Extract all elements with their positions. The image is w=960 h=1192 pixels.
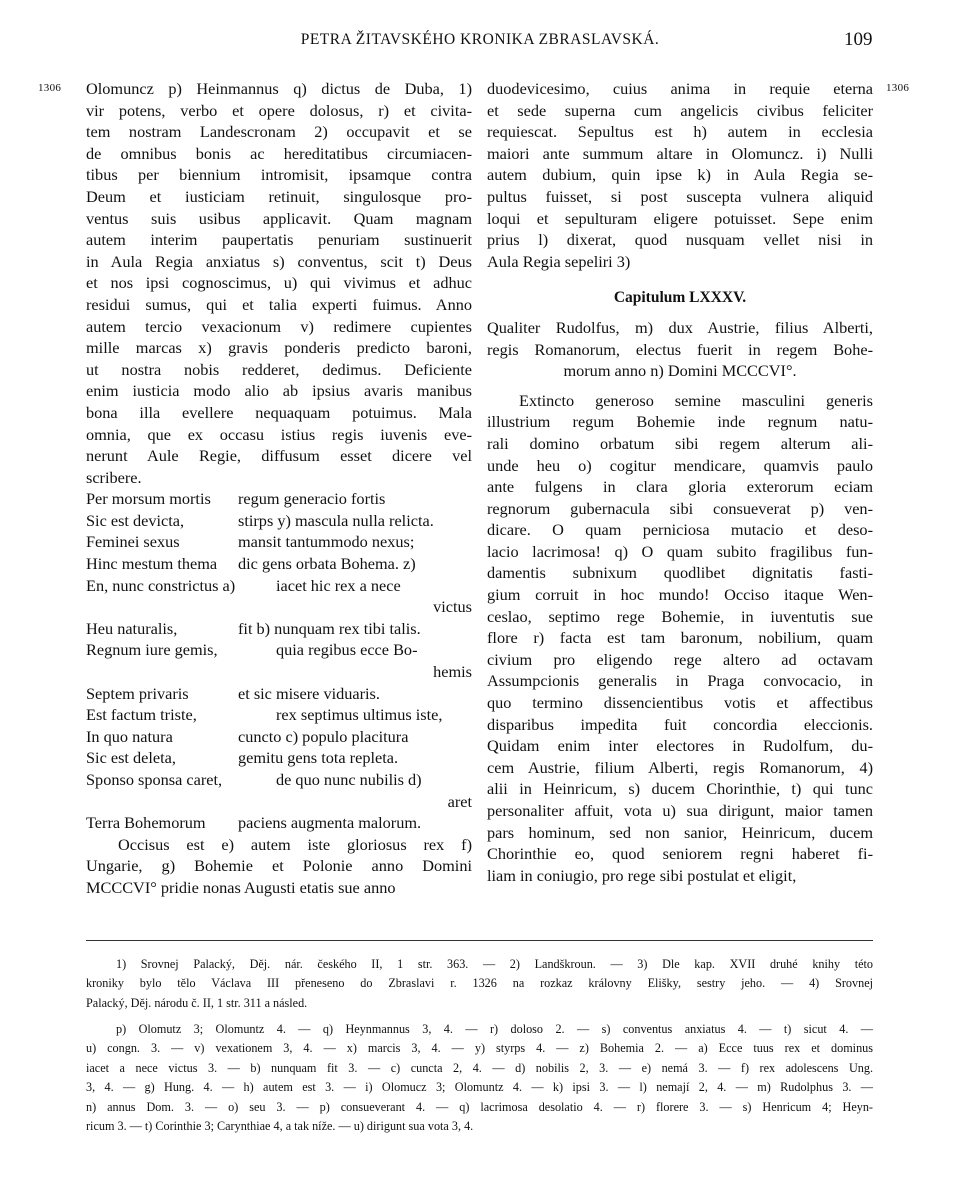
text-line: ut nostra nobis redderet, dedimus. Deficiente: [86, 359, 472, 379]
verse-second-half: iacet hic rex a nece: [276, 575, 401, 595]
variant-line: n) annus Dom. 3. — o) seu 3. — p) consueverant 4. — q) lacrimosa desolatio 4. — r) florere 3. — s) Henricum 4; Heyn-: [86, 1099, 873, 1114]
text-line: Assumpcionis generalis in Praga convocacio, in: [487, 671, 873, 691]
verse-second-half: regum generacio fortis: [238, 489, 386, 509]
text-line: lacio lacrimosa! q) O quam subito fragilibus fun-: [487, 541, 873, 561]
text-line: unde heu o) cogitur mendicare, quamvis paulo: [487, 455, 873, 475]
footnote-line: 1) Srovnej Palacký, Děj. nár. českého II, 1 str. 363. — 2) Landškroun. — 3) Dle kap. XVII druhé knihy této: [116, 957, 873, 971]
verse-first-half: In quo natura: [86, 726, 173, 746]
chapter-heading: Capitulum LXXXV.: [613, 289, 747, 307]
text-line: requiescat. Sepultus est h) autem in ecclesia: [487, 122, 873, 142]
verse-first-half: En, nunc constrictus a): [86, 575, 236, 595]
text-line: ventus suis usibus applicavit. Quam magnam: [86, 208, 472, 228]
footnote-line: kroniky bylo tělo Václava III přeneseno do Zbraslavi r. 1326 na rozkaz královny Elišky, sestry jeho. — 4) Srovnej: [86, 976, 873, 991]
variant-line: iacet a nece victus 3. — b) nunquam fit 3. — c) cuncta 2, 4. — d) nobilis 2, 3. — e) nemá 3. — f) rex adolescens Ung.: [86, 1060, 873, 1075]
text-line: tibus per biennium intromisit, ipsamque contra: [86, 165, 472, 185]
verse-line: [86, 596, 472, 618]
verse-line: [86, 726, 472, 748]
verse-continuation: hemis: [433, 662, 472, 682]
verse-second-half: cuncto c) populo placitura: [238, 726, 409, 746]
verse-second-half: rex septimus ultimus iste,: [276, 705, 443, 725]
text-line: autem dubium, quin ipse k) in Aula Regia se-: [487, 165, 873, 185]
variant-line: p) Olomutz 3; Olomuntz 4. — q) Heynmannus 3, 4. — r) doloso 2. — s) conventus anxiatus 4. — t) sicut 4. —: [116, 1022, 873, 1036]
text-line: in Aula Regia anxiatus s) conventus, scit t) Deus: [86, 251, 472, 271]
verse-line: [86, 769, 472, 791]
verse-first-half: Terra Bohemorum: [86, 813, 206, 833]
verse-line: [86, 747, 472, 769]
verse-line: [86, 791, 472, 813]
footnote-rule: [86, 940, 873, 941]
verse-second-half: mansit tantummodo nexus;: [238, 532, 415, 552]
text-line: prius l) dixerat, quod nusquam vellet nisi in: [487, 230, 873, 250]
verse-first-half: Sic est deleta,: [86, 748, 176, 768]
text-line: autem interim paupertatis penuriam sustinuerit: [86, 230, 472, 250]
verse-line: [86, 553, 472, 575]
verse-line: [86, 531, 472, 553]
verse-first-half: Feminei sexus: [86, 532, 180, 552]
text-line: rali domino orbatum sibi regem alterum ali-: [487, 433, 873, 453]
left-column: [86, 78, 472, 899]
text-line: Extincto generoso semine masculini generis: [519, 390, 873, 410]
verse-continuation: aret: [447, 791, 472, 811]
text-line: et nos ipsi cognoscimus, u) qui vivimus et adhuc: [86, 273, 472, 293]
verse-first-half: Septem privaris: [86, 683, 189, 703]
verse-second-half: quia regibus ecce Bo-: [276, 640, 418, 660]
text-line: pultus fuisset, si post suscepta vulnera aliquid: [487, 186, 873, 206]
text-line: ceslao, septimo rege Bohemie, in iuventutis sue: [487, 606, 873, 626]
verse-second-half: paciens augmenta malorum.: [238, 813, 422, 833]
verse-continuation: victus: [433, 597, 472, 617]
verse-line: [86, 618, 472, 640]
text-line: duodevicesimo, cuius anima in requie eterna: [487, 79, 873, 98]
verse-line: [86, 510, 472, 532]
verse-line: [86, 575, 472, 597]
chapter-title-line: regis Romanorum, electus fuerit in regem Bohe-: [487, 339, 873, 359]
text-line: enim iusticia modo alio ab ipsius avaris manibus: [86, 381, 472, 401]
text-line: quo termino dissencientibus votis et affectibus: [487, 693, 873, 713]
verse-first-half: Regnum iure gemis,: [86, 640, 218, 660]
text-line: ante fulgens in clara gloria exterorum eciam: [487, 477, 873, 497]
footnote-line: Palacký, Děj. národu č. II, 1 str. 311 a násled.: [86, 995, 308, 1010]
numbered-footnotes: [86, 955, 873, 1013]
chapter-title-line: Qualiter Rudolfus, m) dux Austrie, filius Alberti,: [487, 317, 873, 337]
text-line: regnorum gubernacula sibi consueverat p) ven-: [487, 498, 873, 518]
verse-line: [86, 639, 472, 661]
text-line: civium pro eligendo rege altero ad octavam: [487, 649, 873, 669]
verse-first-half: Per morsum mortis: [86, 489, 211, 509]
verse-first-half: Sic est devicta,: [86, 510, 185, 530]
paragraph-spacer: [487, 272, 873, 287]
text-line: flore r) facta est tam baronum, nobilium, quam: [487, 628, 873, 648]
verse-line: [86, 661, 472, 683]
verse-line: [86, 683, 472, 705]
verse-line: [86, 812, 472, 834]
text-line: vir potens, verbo et opere dolosus, r) et civita-: [86, 100, 472, 120]
verse-second-half: de quo nunc nubilis d): [276, 770, 422, 789]
text-line: bona illa evellere nequaquam potuimus. Mala: [86, 402, 472, 422]
text-line: omnia, que ex occasu istius regis iuvenis eve-: [86, 424, 472, 444]
text-line: Olomuncz p) Heinmannus q) dictus de Duba, 1): [86, 79, 472, 98]
text-line: damentis subnixum quodlibet dignitatis fasti-: [487, 563, 873, 583]
verse-second-half: fit b) nunquam rex tibi talis.: [238, 618, 421, 638]
variant-line: ricum 3. — t) Corinthie 3; Carynthiae 4, a tak níže. — u) dirigunt sua vota 3, 4.: [86, 1118, 474, 1133]
text-line: cem Austrie, filium Alberti, regis Romanorum, 4): [487, 757, 873, 777]
verse-second-half: et sic misere viduaris.: [238, 683, 380, 703]
text-line: personaliter affuit, vota u) sua dirigunt, maior tamen: [487, 801, 873, 820]
text-line: maiori ante summum altare in Olomuncz. i) Nulli: [487, 143, 873, 163]
text-line: Chorinthie eo, quod seniorem regni haberet fi-: [487, 844, 873, 864]
verse-first-half: Est factum triste,: [86, 705, 197, 725]
text-line: Deum et iusticiam retinuit, singulosque pro-: [86, 186, 472, 206]
text-line: liam in coniugio, pro rege sibi postulat et eligit,: [487, 865, 797, 885]
text-line: MCCCVI° pridie nonas Augusti etatis sue anno: [86, 877, 396, 897]
verse-second-half: dic gens orbata Bohema. z): [238, 554, 416, 574]
margin-year-right: 1306: [886, 82, 910, 94]
page-number: 109: [844, 29, 873, 50]
text-line: mille marcas x) gravis ponderis predicto baroni,: [86, 338, 472, 358]
paragraph-spacer: [487, 309, 873, 317]
text-line: Aula Regia sepeliri 3): [487, 251, 631, 271]
text-line: nerunt Aule Regie, diffusum esset dicere vel: [86, 446, 472, 466]
text-line: de omnibus bonis ac hereditatibus circumiacen-: [86, 143, 472, 163]
text-line: pars hominum, sed non sanior, Heinricum, ducem: [487, 822, 873, 842]
text-line: et sede superna cum angelicis civibus feliciter: [487, 100, 873, 120]
lettered-footnotes: [86, 1020, 873, 1136]
variant-line: u) congn. 3. — v) vexationem 3, 4. — x) marcis 3, 4. — y) styrps 4. — z) Bohemia 2. — a) Ecce tuus rex et dominus: [86, 1041, 873, 1056]
verse-second-half: stirps y) mascula nulla relicta.: [238, 510, 434, 530]
text-line: illustrium regum Bohemie inde regnum natu-: [487, 412, 873, 432]
chapter-title-line: morum anno n) Domini MCCCVI°.: [563, 361, 797, 381]
verse-first-half: Sponso sponsa caret,: [86, 770, 223, 789]
right-column: [487, 78, 873, 886]
text-line: residui sumus, qui et talia experti fuimus. Anno: [86, 294, 472, 314]
verse-line: [86, 704, 472, 726]
verse-first-half: Heu naturalis,: [86, 618, 178, 638]
paragraph-spacer: [487, 382, 873, 390]
text-line: disparibus impedita fuit concordia eleccionis.: [487, 714, 873, 734]
running-title: PETRA ŽITAVSKÉHO KRONIKA ZBRASLAVSKÁ.: [300, 31, 660, 48]
verse-second-half: gemitu gens tota repleta.: [238, 748, 399, 768]
margin-year-left: 1306: [38, 82, 62, 94]
text-line: Quidam enim inter electores in Rudolfum, du-: [487, 736, 873, 756]
text-line: dicare. O quam perniciosa mutacio et deso-: [487, 520, 873, 540]
text-line: autem tercio vexacionum v) redimere cupientes: [86, 316, 472, 336]
variant-line: 3, 4. — g) Hung. 4. — h) autem est 3. — i) Olomucz 3; Olomuntz 4. — k) ipsi 3. — l) nemají 2, 4. — m) Rudolphus 3. —: [86, 1080, 873, 1095]
text-line: loqui et sepulturam eligere potuisset. Sepe enim: [487, 208, 873, 228]
text-line: alii in Heinricum, s) ducem Chorinthie, t) qui tunc: [487, 779, 873, 799]
text-line: Occisus est e) autem iste gloriosus rex f): [118, 834, 472, 854]
text-line: scribere.: [86, 467, 142, 487]
text-line: gium corruit in hoc mundo! Occiso itaque Wen-: [487, 585, 873, 605]
verse-line: [86, 488, 472, 510]
text-line: Ungarie, g) Bohemie et Polonie anno Domini: [86, 856, 472, 876]
text-line: tem nostram Landescronam 2) occupavit et se: [86, 122, 472, 142]
verse-first-half: Hinc mestum thema: [86, 554, 218, 574]
